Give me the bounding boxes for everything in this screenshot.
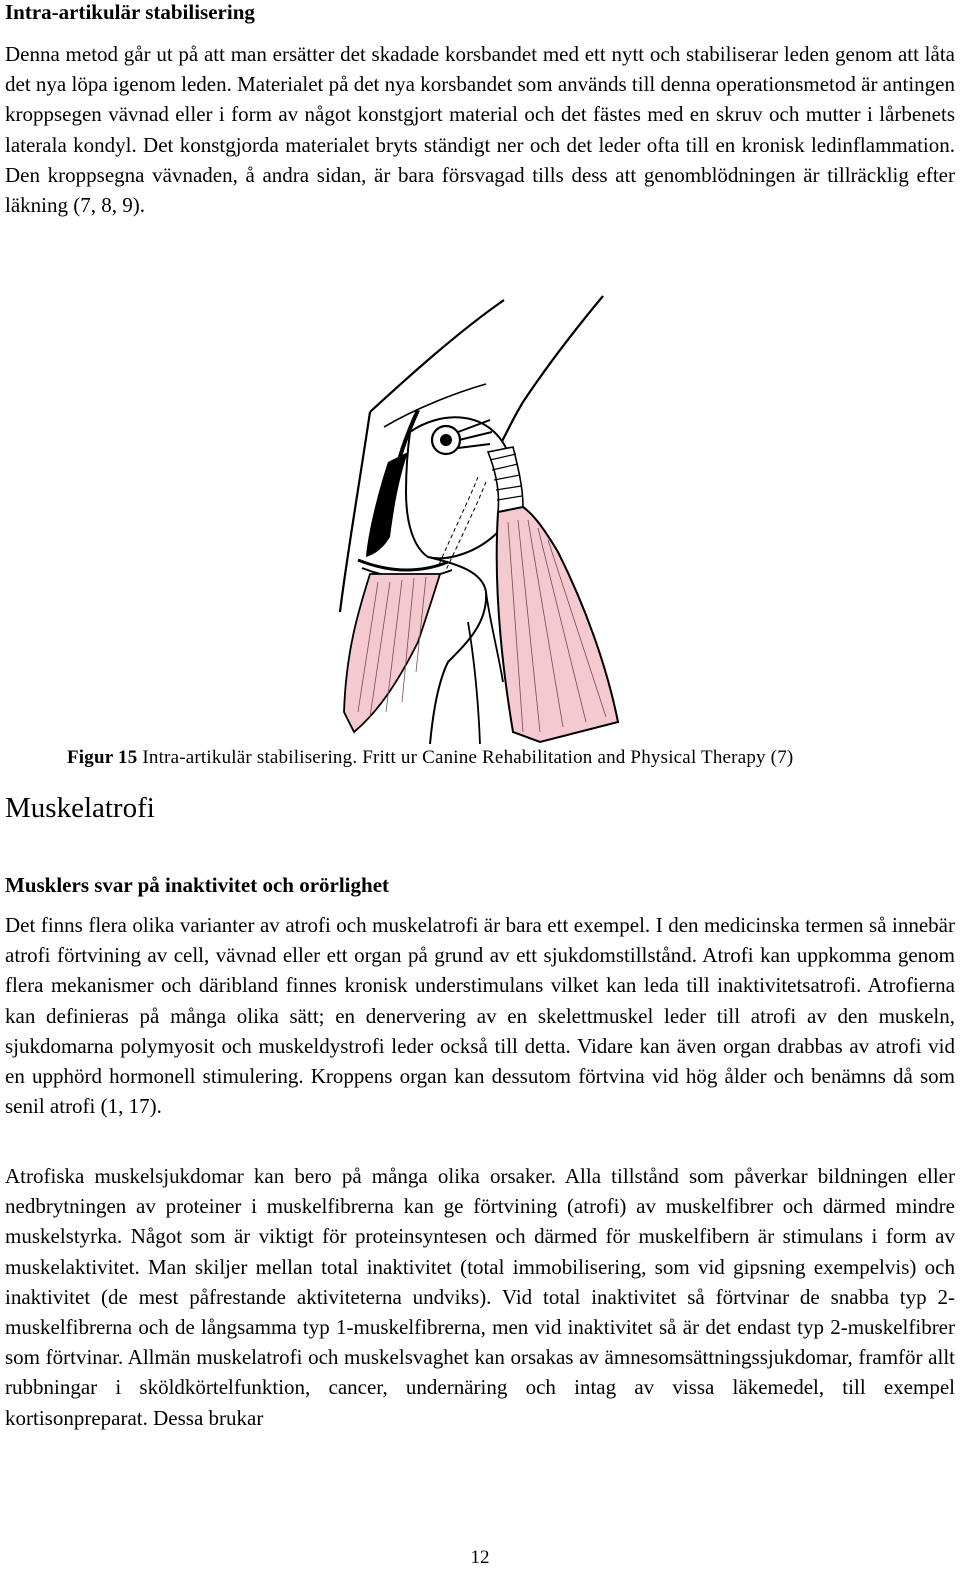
figure-caption — [67, 746, 793, 770]
paragraph-atrofi-1: Det finns flera olika varianter av atrofi och muskelatrofi är bara ett exempel. I den medicinska termen så innebär atrofi förtvining av cell, vävnad eller ett organ på grund av ett sjukdomstillstånd. Atrofi kan uppkomma genom flera mekanismer och däribland finnes kronisk understimulans vilket kan leda till inaktivitetsatrofi. Atrofierna kan definieras på många olika sätt; en denervering av en skelettmuskel leder till atrofi av den muskeln, sjukdomarna polymyosit och muskeldystrofi leder också till detta. Vidare kan även organ drabbas av atrofi vid en upphörd hormonell stimulering. Kroppens organ kan dessutom förtvina vid hög ålder och benämns då som senil atrofi (1, 17). — [5, 913, 955, 1119]
page-number: 12 — [470, 1547, 490, 1568]
section-heading-intra-artikular: Intra-artikulär stabilisering — [5, 0, 255, 24]
paragraph-intra-artikular: Denna metod går ut på att man ersätter det skadade korsbandet med ett nytt och stabiliserar leden genom att låta det nya löpa igenom leden. Materialet på det nya korsbandet som används till denna operationsmetod är antingen kroppsegen vävnad eller i form av något konstgjort material och det fästes med en skruv och mutter i lårbenets laterala kondyl. Det konstgjorda materialet bryts ständigt ner och det leder ofta till en kronisk ledinflammation. Den kroppsegna vävnaden, å andra sidan, är bara försvagad tills dess att genomblödningen är tillräcklig efter läkning (7, 8, 9). — [5, 42, 955, 218]
section-heading-muskelatrofi: Muskelatrofi — [5, 792, 155, 824]
paragraph-atrofi-2: Atrofiska muskelsjukdomar kan bero på många olika orsaker. Alla tillstånd som påverkar bildningen eller nedbrytningen av proteiner i muskelfibrerna kan ge förtvining (atrofi) av muskelfibrer och därmed mindre muskelstyrka. Något som är viktigt för proteinsyntesen och därmed för muskelfibern är stimulans i form av muskelaktivitet. Man skiljer mellan total inaktivitet (total immobilisering, som vid gipsning exempelvis) och inaktivitet (de mest påfrestande aktiviteterna undviks). Vid total inaktivitet så förtvinar de snabba typ 2-muskelfibrerna och de långsamma typ 1-muskelfibrerna, men vid inaktivitet så är det endast typ 2-muskelfibrer som förtvinar. Allmän muskelatrofi och muskelsvaghet kan orsakas av ämnesomsättningssjukdomar, framför allt rubbningar i sköldkörtelfunktion, cancer, undernäring och intag av vissa läkemedel, till exempel kortisonpreparat. Dessa brukar — [5, 1164, 955, 1430]
figure-caption-text: Intra-artikulär stabilisering. Fritt ur Canine Rehabilitation and Physical Therapy (7) — [137, 747, 794, 768]
knee-joint-illustration — [318, 292, 640, 744]
figure-caption-label: Figur 15 — [67, 747, 138, 768]
subheading-musklers-svar: Musklers svar på inaktivitet och orörlighet — [5, 873, 390, 897]
